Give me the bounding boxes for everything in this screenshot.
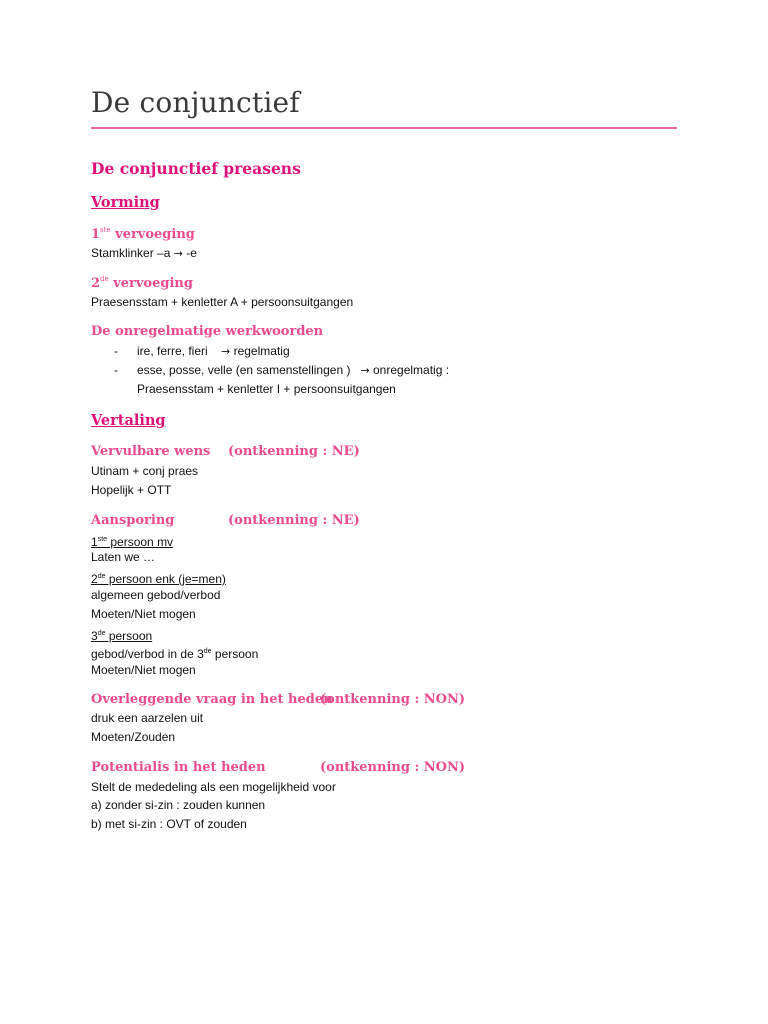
aansporing-heading [91,513,677,530]
wens-note: (ontkenning : NE) [228,444,360,459]
person-1-number: 1 [91,535,98,549]
person-2-number: 2 [91,572,98,586]
arrow-right-icon: → [173,247,183,260]
person-3-number: 3 [91,629,98,643]
potentialis-line-1: Stelt de mededeling als een mogelijkheid voor [91,780,336,794]
aansporing-person-3 [91,626,152,644]
aansporing-person-2 [91,569,226,587]
aansporing-person-2-text-2: Moeten/Niet mogen [91,607,196,621]
vorming-heading: Vorming [91,194,160,211]
person-3-sup: de [97,630,106,637]
irregular-item-1-a: ire, ferre, fieri [137,344,222,358]
bullet-dash: - [114,363,118,377]
overleggend-label: Overleggende vraag in het heden [91,692,333,707]
title-divider [91,127,677,129]
person-1-label: persoon mv [107,535,174,549]
irregular-item-1-text [137,344,290,359]
irregular-item-1 [91,344,677,359]
potentialis-label: Potentialis in het heden [91,760,266,775]
irregular-item-2-text [137,363,449,378]
section-title: De conjunctief preasens [91,159,301,178]
aansporing-label: Aansporing [91,513,175,528]
irregular-item-2-formula: Praesensstam + kenletter I + persoonsuitgangen [137,382,396,396]
irregular-item-2-a: esse, posse, velle (en samenstellingen ) [137,363,361,377]
first-rule-text-b: -e [182,246,197,260]
aansporing-person-1-text: Laten we … [91,550,156,564]
second-conjugation-label: vervoeging [108,276,193,291]
potentialis-note: (ontkenning : NON) [320,760,466,775]
second-conjugation-heading [91,275,193,291]
irregular-item-2-b: onregelmatig : [369,363,450,377]
potentialis-line-3: b) met si-zin : OVT of zouden [91,817,247,831]
irregular-item-1-b: regelmatig [230,344,290,358]
first-conjugation-sup: ste [100,226,111,234]
potentialis-heading [91,760,677,777]
second-conjugation-sup: de [100,275,109,283]
person-3-label: persoon [105,629,153,643]
irregular-verbs-heading: De onregelmatige werkwoorden [91,324,324,339]
potentialis-line-2: a) zonder si-zin : zouden kunnen [91,798,266,812]
person-3-text-b: persoon [211,647,259,661]
wens-line-2: Hopelijk + OTT [91,483,172,497]
irregular-item-2 [91,363,677,378]
arrow-right-icon: → [221,345,231,358]
aansporing-note: (ontkenning : NE) [228,513,360,528]
person-1-sup: ste [97,536,108,543]
person-3-text-a: gebod/verbod in de 3 [91,647,204,661]
overleggend-line-2: Moeten/Zouden [91,730,176,744]
aansporing-person-3-text-1 [91,644,258,662]
arrow-right-icon: → [360,364,370,377]
aansporing-person-3-text-2: Moeten/Niet mogen [91,663,196,677]
person-3-text-sup: de [203,648,212,655]
second-conjugation-number: 2 [91,276,101,291]
bullet-dash: - [114,344,118,358]
overleggend-note: (ontkenning : NON) [320,692,466,707]
first-conjugation-number: 1 [91,227,101,242]
person-2-label: persoon enk (je=men) [105,572,226,586]
aansporing-person-2-text-1: algemeen gebod/verbod [91,588,221,602]
first-conjugation-heading [91,226,195,242]
overleggend-line-1: druk een aarzelen uit [91,711,204,725]
second-conjugation-rule: Praesensstam + kenletter A + persoonsuitgangen [91,295,354,309]
wens-heading [91,444,677,461]
first-rule-text-a: Stamklinker –a [91,246,174,260]
first-conjugation-rule [91,246,197,261]
document-title: De conjunctief [91,86,300,119]
overleggend-heading [91,692,677,709]
wens-line-1: Utinam + conj praes [91,464,199,478]
aansporing-person-1 [91,532,173,550]
vertaling-heading: Vertaling [91,412,166,429]
person-2-sup: de [97,573,106,580]
wens-label: Vervulbare wens [91,444,211,459]
first-conjugation-label: vervoeging [110,227,195,242]
